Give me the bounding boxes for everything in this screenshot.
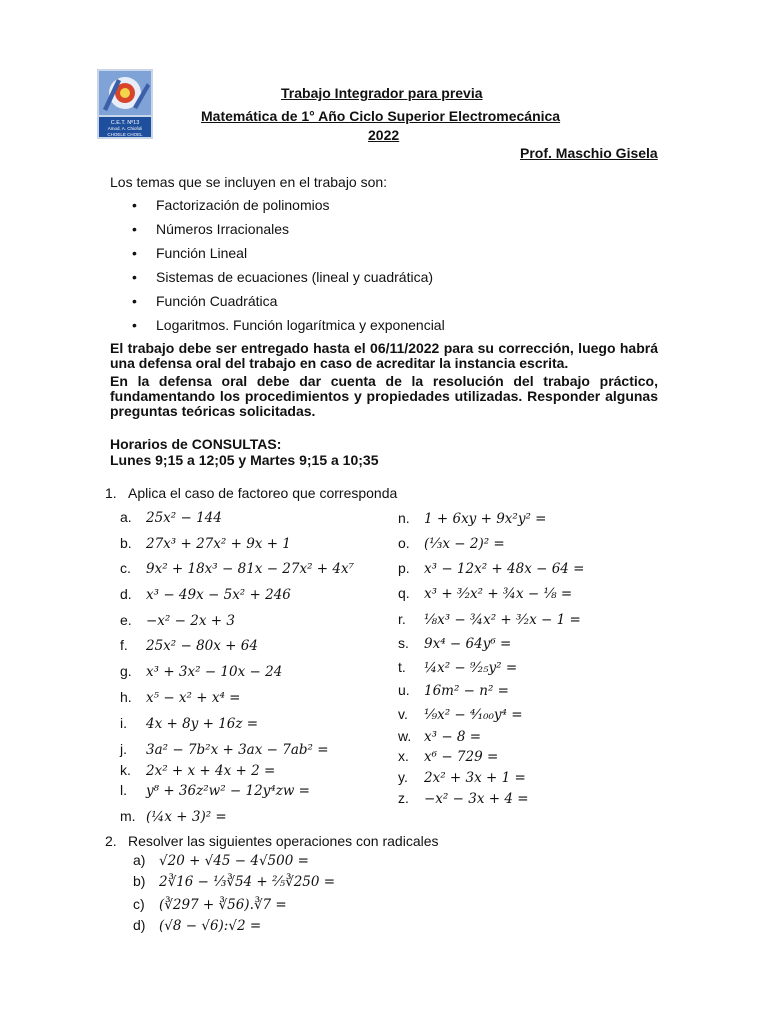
list-item: • Sistemas de ecuaciones (lineal y cuadrática) — [132, 269, 434, 285]
defense-paragraph: En la defensa oral debe dar cuenta de la resolución del trabajo práctico, fundamentando los procedimientos y propiedades utilizadas. Responder algunas preguntas teóricas solicitadas. — [110, 373, 658, 419]
item-expression: 1 + 6xy + 9x²y² = — [424, 511, 547, 527]
item-label: c. — [120, 560, 131, 576]
item-expression: (∛297 + ∛56).∛7 = — [159, 897, 287, 913]
topic-label: Función Lineal — [156, 245, 248, 261]
list-item — [398, 535, 505, 553]
item-expression: 2∛16 − ⅓∛54 + ⅖∛250 = — [159, 874, 336, 890]
logo-text-2: Amod. A. Chiofoli — [107, 126, 143, 131]
item-expression: y⁸ + 36z²w² − 12y⁴zw = — [146, 783, 310, 799]
item-expression: 9x² + 18x³ − 81x − 27x² + 4x⁷ — [146, 561, 355, 577]
list-item — [120, 560, 354, 578]
item-label: l. — [120, 782, 127, 798]
topics-list — [132, 196, 445, 340]
list-item — [398, 706, 523, 724]
deadline-paragraph: El trabajo debe ser entregado hasta el 06/11/2022 para su corrección, luego habrá una defensa oral del trabajo en caso de acreditar la instancia escrita. — [110, 340, 658, 371]
list-item — [398, 682, 509, 700]
item-expression: ⅑x² − ⁴⁄₁₀₀y⁴ = — [424, 707, 523, 723]
item-label: k. — [120, 762, 131, 778]
item-label: w. — [398, 728, 412, 744]
item-expression: 9x⁴ − 64y⁶ = — [424, 636, 512, 652]
item-label: d) — [133, 917, 146, 933]
list-item — [133, 873, 335, 891]
list-item — [398, 510, 546, 528]
q1-number: 1. — [105, 485, 117, 501]
item-expression: 2x² + x + 4x + 2 = — [146, 763, 276, 779]
item-expression: ¼x² − ⁹⁄₂₅y² = — [424, 660, 518, 676]
q2-text: Resolver las siguientes operaciones con radicales — [128, 833, 439, 849]
item-label: b. — [120, 535, 132, 551]
item-expression: 3a² − 7b²x + 3ax − 7ab² = — [146, 742, 329, 758]
list-item — [398, 790, 529, 808]
list-item: • Números Irracionales — [132, 221, 290, 237]
item-expression: −x² − 2x + 3 — [146, 613, 235, 629]
list-item — [120, 782, 310, 800]
logo-text-3: CHOELE CHOEL — [107, 132, 143, 137]
q1-text: Aplica el caso de factoreo que corresponda — [128, 485, 398, 501]
item-expression: 25x² − 144 — [146, 510, 222, 526]
item-expression: x³ − 8 = — [424, 729, 482, 745]
list-item: • Función Lineal — [132, 245, 248, 261]
list-item — [120, 663, 282, 681]
list-item — [120, 637, 258, 655]
item-expression: x³ + ³⁄₂x² + ¾x − ⅛ = — [424, 586, 573, 602]
list-item — [398, 659, 517, 677]
item-expression: x³ − 12x² + 48x − 64 = — [424, 561, 585, 577]
list-item — [120, 586, 291, 604]
item-expression: √20 + √45 − 4√500 = — [159, 853, 309, 869]
item-label: a) — [133, 852, 146, 868]
item-expression: x³ + 3x² − 10x − 24 — [146, 664, 283, 680]
list-item — [398, 769, 526, 787]
item-label: a. — [120, 509, 132, 525]
list-item — [398, 635, 511, 653]
item-expression: ⅛x³ − ¾x² + ³⁄₂x − 1 = — [424, 612, 581, 628]
item-label: y. — [398, 769, 408, 785]
item-label: g. — [120, 663, 132, 679]
professor-name: Prof. Maschio Gisela — [520, 145, 658, 161]
list-item — [398, 748, 498, 766]
topic-label: Números Irracionales — [156, 221, 290, 237]
item-expression: 4x + 8y + 16z = — [146, 716, 259, 732]
list-item — [120, 762, 275, 780]
item-label: u. — [398, 682, 410, 698]
list-item — [398, 560, 584, 578]
title-line-1: Trabajo Integrador para previa — [281, 85, 483, 101]
item-label: e. — [120, 612, 132, 628]
list-item — [120, 612, 235, 630]
item-label: z. — [398, 790, 409, 806]
item-expression: (√8 − √6):√2 = — [159, 918, 262, 934]
topic-label: Función Cuadrática — [156, 293, 278, 309]
consultas-times: Lunes 9;15 a 12;05 y Martes 9;15 a 10;35 — [110, 452, 379, 468]
item-label: b) — [133, 873, 146, 889]
item-label: t. — [398, 659, 406, 675]
item-label: j. — [120, 741, 127, 757]
item-label: f. — [120, 637, 128, 653]
item-label: d. — [120, 586, 132, 602]
list-item: • Factorización de polinomios — [132, 197, 330, 213]
item-label: m. — [120, 808, 136, 824]
item-label: v. — [398, 706, 408, 722]
item-expression: 27x³ + 27x² + 9x + 1 — [146, 536, 291, 552]
consultas-title: Horarios de CONSULTAS: — [110, 436, 282, 452]
logo-text-1: C.E.T. Nº13 — [110, 120, 140, 126]
list-item — [398, 585, 572, 603]
item-label: s. — [398, 635, 409, 651]
item-expression: x³ − 49x − 5x² + 246 — [146, 587, 291, 603]
list-item — [133, 917, 261, 935]
item-expression: (⅓x − 2)² = — [424, 536, 505, 552]
list-item — [120, 535, 291, 553]
item-expression: x⁵ − x² + x⁴ = — [146, 690, 241, 706]
list-item — [120, 689, 240, 707]
topic-label: Logaritmos. Función logarítmica y exponencial — [156, 317, 445, 333]
item-label: c) — [133, 896, 145, 912]
list-item — [120, 715, 258, 733]
list-item — [398, 611, 581, 629]
item-expression: x⁶ − 729 = — [424, 749, 499, 765]
list-item: • Función Cuadrática — [132, 293, 278, 309]
item-label: n. — [398, 510, 410, 526]
list-item — [133, 852, 309, 870]
list-item — [120, 509, 222, 527]
item-label: i. — [120, 715, 127, 731]
topic-label: Sistemas de ecuaciones (lineal y cuadrática) — [156, 269, 434, 285]
item-expression: 25x² − 80x + 64 — [146, 638, 258, 654]
item-expression: −x² − 3x + 4 = — [424, 791, 529, 807]
school-logo — [97, 69, 153, 139]
item-expression: (¼x + 3)² = — [146, 809, 227, 825]
item-label: q. — [398, 585, 410, 601]
item-expression: 2x² + 3x + 1 = — [424, 770, 526, 786]
intro-text: Los temas que se incluyen en el trabajo son: — [110, 174, 388, 190]
item-label: p. — [398, 560, 410, 576]
item-label: o. — [398, 535, 410, 551]
title-line-2: Matemática de 1° Año Ciclo Superior Electromecánica — [201, 108, 561, 124]
list-item — [133, 896, 287, 914]
list-item: • Logaritmos. Función logarítmica y exponencial — [132, 317, 445, 333]
item-label: x. — [398, 748, 409, 764]
list-item — [398, 728, 481, 746]
item-label: h. — [120, 689, 132, 705]
q2-number: 2. — [105, 833, 117, 849]
item-expression: 16m² − n² = — [424, 683, 509, 699]
title-year: 2022 — [368, 127, 400, 143]
list-item — [120, 741, 329, 759]
list-item — [120, 808, 227, 826]
topic-label: Factorización de polinomios — [156, 197, 330, 213]
item-label: r. — [398, 611, 406, 627]
